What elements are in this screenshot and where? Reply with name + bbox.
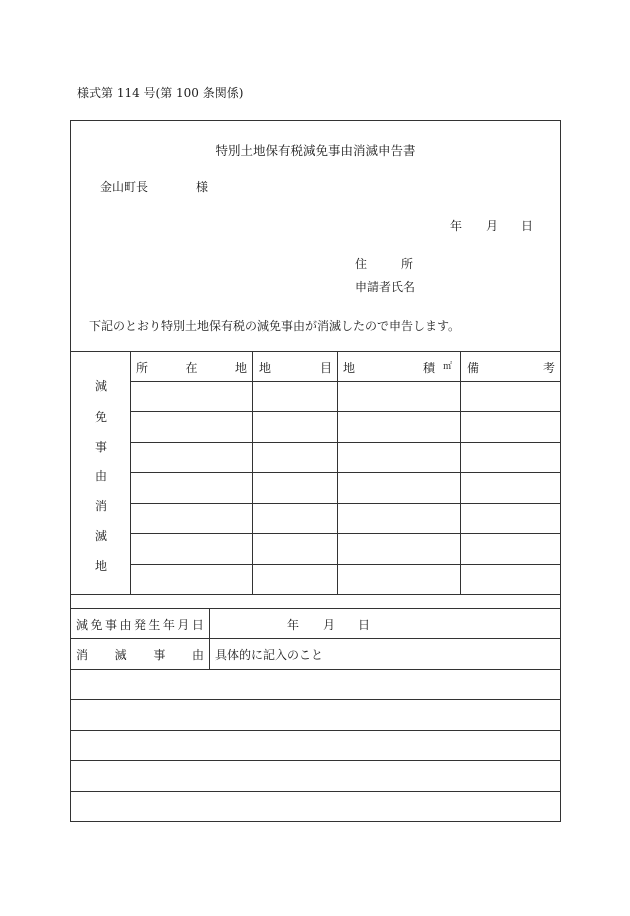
occurrence-year: 年 — [287, 618, 300, 632]
label-char: 由 — [119, 618, 132, 632]
row-line — [70, 594, 561, 595]
header-char: 在 — [185, 361, 198, 375]
date-year: 年 — [450, 219, 463, 233]
label-char: 減 — [76, 618, 89, 632]
header-char: 備 — [467, 361, 480, 375]
statement: 下記のとおり特別土地保有税の減免事由が消滅したので申告します。 — [89, 319, 461, 333]
label-char: 由 — [191, 648, 204, 662]
reason-label — [76, 646, 204, 663]
address-label-char: 住 — [355, 257, 368, 271]
header-char: 地 — [259, 361, 272, 375]
header-remarks — [467, 359, 555, 376]
side-label-char: 由 — [95, 469, 108, 483]
row-line — [70, 608, 561, 609]
side-label-char: 消 — [95, 499, 108, 513]
column-line — [130, 351, 131, 594]
occurrence-day: 日 — [358, 618, 371, 632]
row-line — [130, 411, 561, 412]
label-char: 免 — [90, 618, 103, 632]
row-line — [70, 760, 561, 761]
form-number: 様式第 114 号(第 100 条関係) — [77, 86, 244, 100]
label-char: 滅 — [114, 648, 127, 662]
header-char: 目 — [319, 361, 332, 375]
row-line — [130, 442, 561, 443]
label-char: 年 — [162, 618, 175, 632]
side-label-char: 地 — [95, 559, 108, 573]
label-char: 事 — [104, 618, 117, 632]
side-label-char: 事 — [95, 440, 108, 454]
row-line — [130, 381, 561, 382]
row-line — [70, 638, 561, 639]
address-label-char: 所 — [401, 257, 414, 271]
table-top-line — [70, 351, 561, 352]
column-line — [252, 351, 253, 594]
header-location — [136, 359, 247, 376]
side-label-char: 免 — [95, 410, 108, 424]
header-category — [259, 359, 332, 376]
reason-hint: 具体的に記入のこと — [215, 648, 324, 662]
column-line — [209, 608, 210, 669]
form-title: 特別土地保有税減免事由消滅申告書 — [215, 143, 416, 158]
date-day: 日 — [521, 219, 534, 233]
label-char: 日 — [191, 618, 204, 632]
label-char: 生 — [148, 618, 161, 632]
row-line — [70, 791, 561, 792]
occurrence-month: 月 — [323, 618, 336, 632]
applicant-name-label: 申請者氏名 — [355, 280, 416, 294]
side-label-char: 滅 — [95, 529, 108, 543]
label-char: 消 — [76, 648, 89, 662]
label-char: 事 — [153, 648, 166, 662]
row-line — [130, 472, 561, 473]
row-line — [130, 533, 561, 534]
addressee-honorific: 様 — [196, 180, 209, 194]
header-area-unit: ㎡ — [443, 362, 453, 372]
row-line — [130, 564, 561, 565]
date-month: 月 — [486, 219, 499, 233]
header-char: 地 — [234, 361, 247, 375]
side-label-char: 減 — [95, 379, 108, 393]
header-area-char: 積 — [423, 361, 436, 375]
addressee-name: 金山町長 — [100, 180, 149, 194]
column-line — [337, 351, 338, 594]
row-line — [130, 503, 561, 504]
header-char: 考 — [542, 361, 555, 375]
label-char: 月 — [177, 618, 190, 632]
column-line — [460, 351, 461, 594]
row-line — [70, 669, 561, 670]
row-line — [70, 730, 561, 731]
header-char: 所 — [136, 361, 149, 375]
occurrence-date-label — [76, 616, 204, 633]
row-line — [70, 699, 561, 700]
label-char: 発 — [133, 618, 146, 632]
header-area-char: 地 — [343, 361, 356, 375]
